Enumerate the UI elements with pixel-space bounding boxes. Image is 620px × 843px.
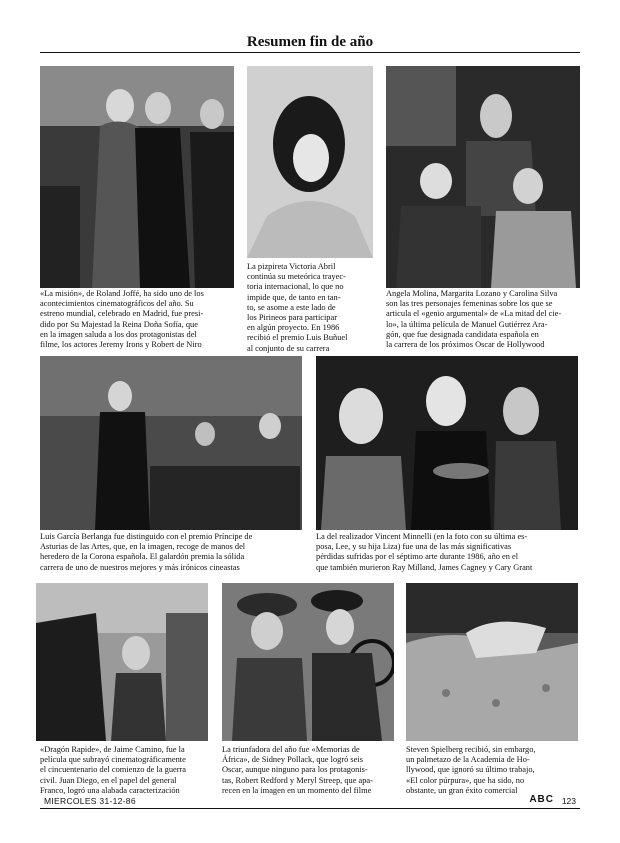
- caption-africa: [222, 745, 394, 796]
- caption-line: obstante, un gran éxito comercial: [406, 785, 518, 795]
- caption-line: estreno mundial, celebrado en Madrid, fue presi-: [40, 309, 204, 319]
- caption-spielberg: [406, 745, 578, 796]
- page-title: Resumen fin de año: [246, 34, 374, 50]
- caption-line: carrera de uno de nuestros mejores y más irónicos cineastas: [40, 562, 240, 572]
- caption-line: pérdidas sufridas por el séptimo arte durante 1986, año en el: [316, 552, 519, 562]
- caption-line: Asturias de las Artes, que, en la imagen, recoge de manos del: [40, 542, 246, 552]
- caption-line: Steven Spielberg recibió, sin embargo,: [406, 745, 536, 754]
- caption-minnelli: [316, 532, 578, 573]
- caption-line: lo», la última película de Manuel Gutiérrez Ara-: [386, 319, 548, 329]
- caption-line: África», de Sidney Pollack, que logró seis: [222, 755, 363, 765]
- photo-mision-queen: [40, 66, 234, 288]
- caption-line: continúa su meteórica trayec-: [247, 272, 346, 282]
- footer-date: MIERCOLES 31-12-86: [44, 796, 136, 806]
- caption-line: «La misión», de Roland Joffé, ha sido uno de los: [40, 289, 204, 298]
- photo-mitad-del-cielo: [386, 66, 580, 288]
- caption-line: la carrera de los próximos Oscar de Hollywood: [386, 340, 545, 350]
- caption-line: el cincuentenario del comienzo de la guerra: [40, 765, 187, 775]
- caption-line: La triunfadora del año fue «Memorias de: [222, 745, 360, 754]
- caption-line: impide que, de tanto en tan-: [247, 292, 341, 302]
- caption-dragon: [40, 745, 208, 796]
- caption-berlanga: [40, 532, 302, 573]
- caption-line: toria internacional, lo que no: [247, 282, 344, 292]
- caption-line: La del realizador Vincent Minnelli (en la foto con su última es-: [316, 532, 528, 541]
- caption-line: recen en la imagen en un momento del filme: [222, 785, 372, 795]
- caption-line: tas, Robert Redford y Meryl Streep, que apa-: [222, 775, 373, 785]
- caption-line: Luis García Berlanga fue distinguido con el premio Príncipe de: [40, 532, 253, 541]
- caption-line: to, se asome a este lado de: [247, 302, 336, 312]
- caption-line: «El color púrpura», que ha sido, no: [406, 775, 525, 785]
- caption-line: película que subrayó cinematográficamente: [40, 755, 186, 765]
- caption-line: recibió el premio Luis Buñuel: [247, 333, 348, 343]
- caption-line: los Pirineos para participar: [247, 313, 338, 323]
- caption-line: en algún proyecto. En 1986: [247, 323, 340, 333]
- footer-brand: ABC: [529, 794, 554, 805]
- photo-dragon-rapide: [36, 583, 208, 741]
- header-rule: [40, 52, 580, 53]
- caption-cielo: [386, 289, 582, 350]
- caption-line: gón, que fue designada candidata española en: [386, 329, 539, 339]
- caption-line: Angela Molina, Margarita Lozano y Carolina Silva: [386, 289, 558, 298]
- caption-line: civil. Juan Diego, en el papel del general: [40, 775, 177, 785]
- caption-line: son las tres personajes femeninas sobre los que se: [386, 299, 553, 309]
- caption-line: dido por Su Majestad la Reina Doña Sofía, que: [40, 319, 198, 329]
- photo-minnelli: [316, 356, 578, 530]
- caption-line: Oscar, aunque ninguno para los protagonis-: [222, 765, 368, 775]
- caption-line: articula el «genio argumental» de «La mitad del cie-: [386, 309, 562, 319]
- page-number: 123: [561, 796, 576, 806]
- caption-line: posa, Lee, y su hija Liza) fue una de las más significativas: [316, 542, 512, 552]
- caption-line: en la imagen saluda a los dos protagonistas del: [40, 329, 197, 339]
- caption-line: llywood, que ignoró su último trabajo,: [406, 765, 535, 775]
- caption-line: que también murieron Ray Milland, James Cagney y Cary Grant: [316, 562, 533, 572]
- footer-rule: [40, 808, 580, 809]
- photo-spielberg: [406, 583, 578, 741]
- caption-mision: [40, 289, 236, 350]
- photo-berlanga: [40, 356, 302, 530]
- photo-memorias-africa: [222, 583, 394, 741]
- caption-line: «Dragón Rapide», de Jaime Camino, fue la: [40, 745, 185, 754]
- caption-line: La pizpireta Victoria Abril: [247, 262, 336, 271]
- caption-line: filme, los actores Jeremy Irons y Robert de Niro: [40, 340, 202, 350]
- caption-line: heredero de la Corona española. El galardón premia la sólida: [40, 552, 245, 562]
- caption-abril: [247, 262, 375, 354]
- caption-line: Franco, logró una alabada caracterización: [40, 785, 180, 795]
- caption-line: al conjunto de su carrera: [247, 343, 330, 353]
- caption-line: acontecimientos cinematográficos del año. Su: [40, 299, 194, 309]
- photo-victoria-abril: [247, 66, 373, 258]
- caption-line: un palmetazo de la Academia de Ho-: [406, 755, 530, 765]
